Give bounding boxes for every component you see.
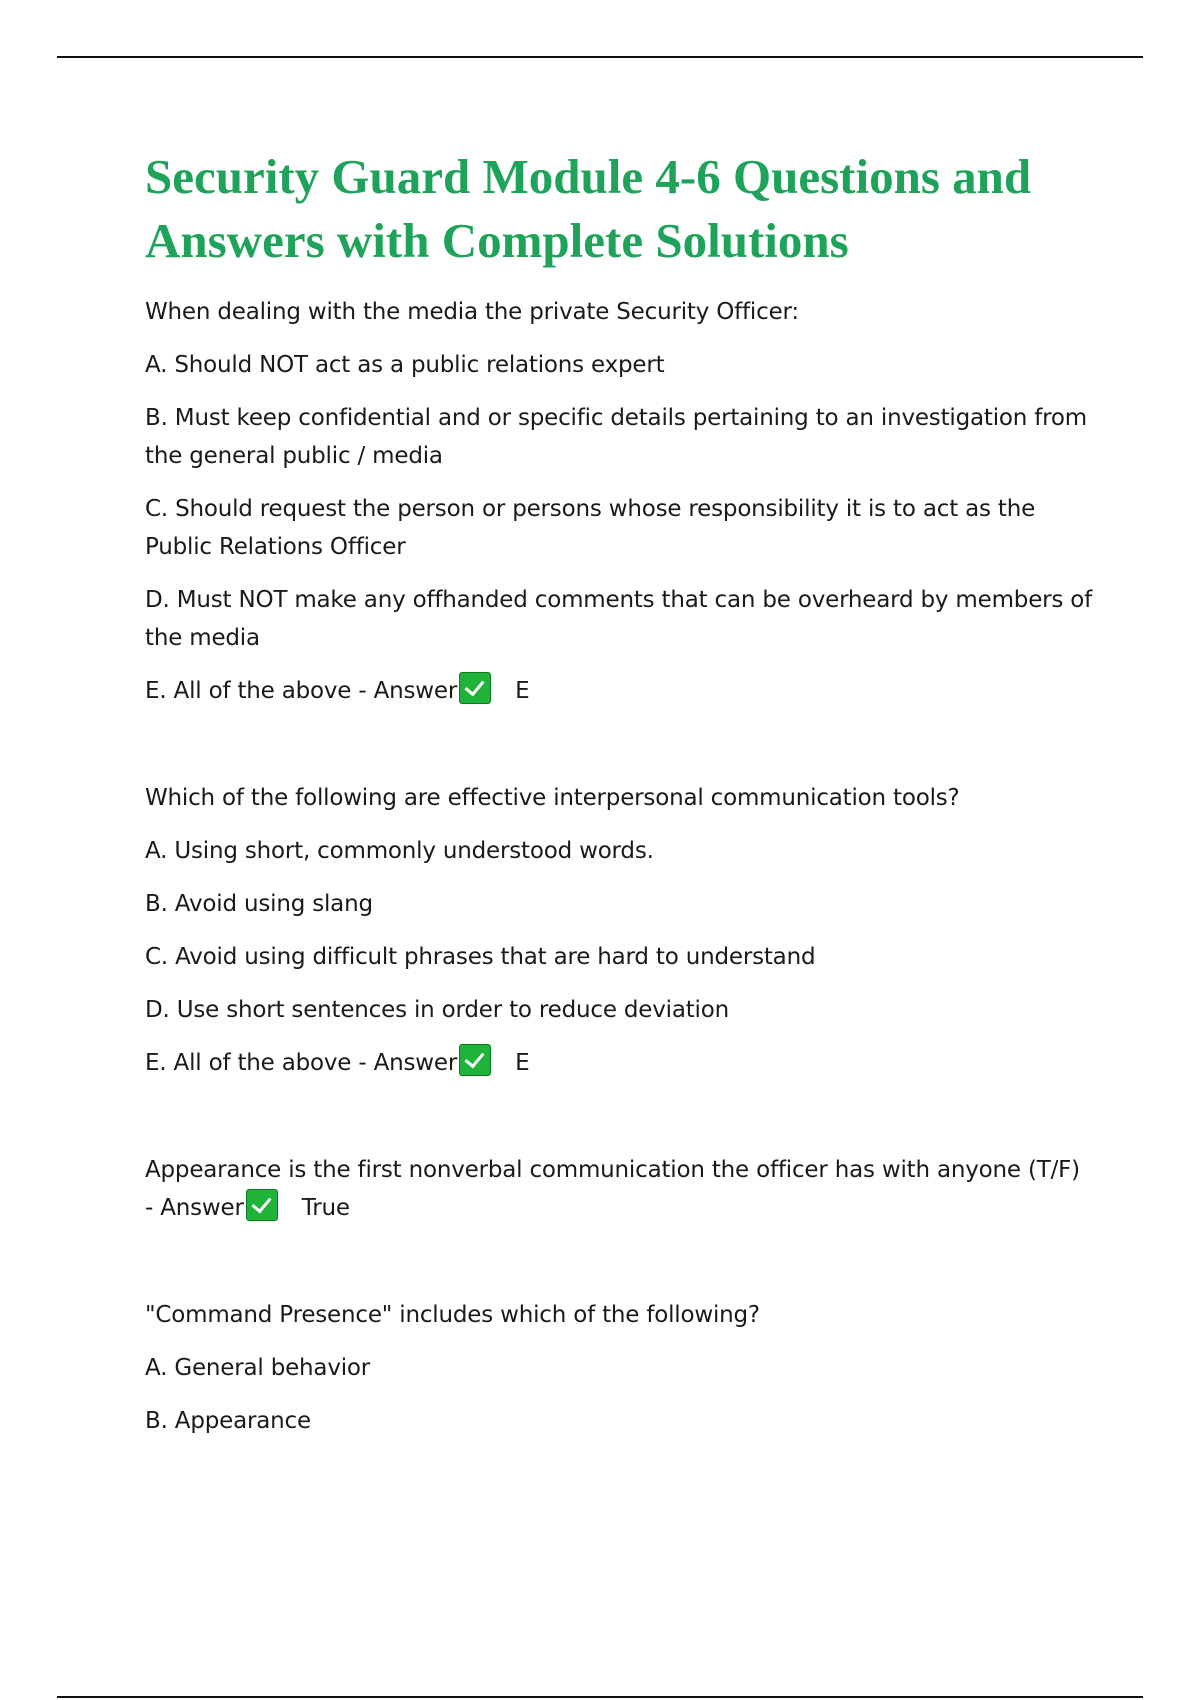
answer-option: A. General behavior (145, 1355, 371, 1381)
question-4 (145, 1296, 1095, 1440)
answer-label: Answer (373, 678, 458, 704)
answer-option: E. All of the above - (145, 678, 374, 704)
answer-value: E (515, 678, 530, 704)
answer-option: B. Appearance (145, 1408, 311, 1434)
answer-value: True (301, 1195, 350, 1221)
spacer (145, 1097, 1095, 1151)
spacer (145, 1242, 1095, 1296)
checkmark-icon (246, 1189, 278, 1221)
question-stem: "Command Presence" includes which of the following? (145, 1302, 760, 1328)
question-stem: When dealing with the media the private Security Officer: (145, 299, 799, 325)
answer-line (145, 1044, 1095, 1082)
bottom-rule (57, 1696, 1143, 1698)
answer-label: Answer (373, 1050, 458, 1076)
answer-option: B. Must keep confidential and or specific details pertaining to an investigation from the general public / media (145, 405, 1087, 469)
answer-option: A. Should NOT act as a public relations expert (145, 352, 665, 378)
question-stem: Which of the following are effective interpersonal communication tools? (145, 785, 960, 811)
checkmark-icon (459, 672, 491, 704)
answer-option: D. Must NOT make any offhanded comments that can be overheard by members of the media (145, 587, 1093, 651)
answer-line (145, 1151, 1095, 1227)
question-1 (145, 293, 1095, 710)
answer-label: Answer (160, 1195, 244, 1221)
answer-option: C. Should request the person or persons whose responsibility it is to act as the Public Relations Officer (145, 496, 1036, 560)
answer-option: D. Use short sentences in order to reduce deviation (145, 997, 729, 1023)
document-title: Security Guard Module 4-6 Questions and Answers with Complete Solutions (145, 149, 1032, 268)
top-rule (57, 56, 1143, 58)
document-body (145, 145, 1095, 1455)
answer-option: A. Using short, commonly understood words. (145, 838, 654, 864)
answer-prefix: - (145, 1195, 161, 1221)
answer-option: C. Avoid using difficult phrases that are hard to understand (145, 944, 816, 970)
answer-option: E. All of the above - (145, 1050, 374, 1076)
answer-line (145, 672, 1095, 710)
question-stem: Appearance is the first nonverbal communication the officer has with anyone (T/F) (145, 1157, 1080, 1183)
answer-value: E (515, 1050, 530, 1076)
question-3 (145, 1151, 1095, 1227)
answer-option: B. Avoid using slang (145, 891, 373, 917)
spacer (145, 725, 1095, 779)
checkmark-icon (459, 1044, 491, 1076)
question-2 (145, 779, 1095, 1082)
